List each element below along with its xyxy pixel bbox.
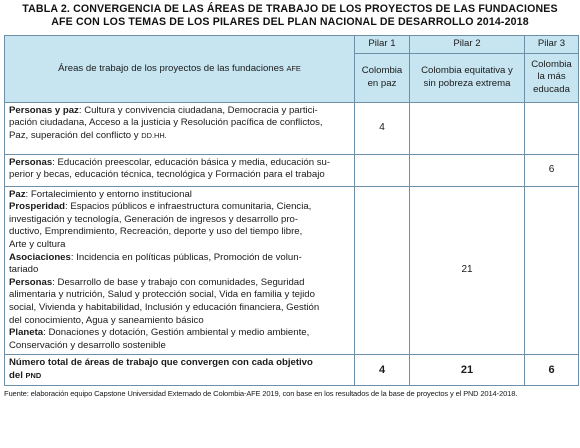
row-3-line-8: : Desarrollo de base y trabajo con comunidades, Seguridad <box>52 276 305 288</box>
row-1-sc: DD.HH. <box>141 130 167 140</box>
total-row <box>5 355 579 386</box>
row-2-pilar-3: 6 <box>525 154 579 186</box>
row-3-line-4: ductivo, Emprendimiento, Recreación, deporte y uso del tiempo libre, <box>9 226 303 238</box>
header-areas-sc: AFE <box>286 63 301 73</box>
row-3-line-1: : Fortalecimiento y entorno institucional <box>25 188 192 200</box>
row-1-pilar-3 <box>525 102 579 154</box>
row-2-pilar-1 <box>355 154 410 186</box>
header-pilar-2: Pilar 2 <box>410 36 525 54</box>
row-3-line-12: : Donaciones y dotación, Gestión ambiental y medio ambiente, <box>43 327 310 339</box>
source-sc-2: PND <box>463 389 479 399</box>
row-1-heading: Personas y paz <box>9 104 79 116</box>
total-pilar-2: 21 <box>410 355 525 386</box>
table-row <box>5 102 579 154</box>
source-text-2: 2019, con base en los resultados de la base de proyectos y el <box>260 389 464 399</box>
row-3-line-7: tariado <box>9 264 39 276</box>
row-1-pilar-1: 4 <box>355 102 410 154</box>
total-label-sc: PND <box>25 370 42 380</box>
header-topic-1: Colombia en paz <box>355 53 410 102</box>
row-3-line-1-bold: Paz <box>9 188 26 200</box>
header-pilar-1: Pilar 1 <box>355 36 410 54</box>
total-label <box>5 355 355 386</box>
row-3-line-6: : Incidencia en políticas públicas, Promoción de volun- <box>70 251 302 263</box>
row-2-pilar-2 <box>410 154 525 186</box>
row-1-text-1: : Cultura y convivencia ciudadana, Democracia y partici- <box>78 104 318 116</box>
row-2-text-2: perior y becas, educación técnica, tecnológica y Formación para el trabajo <box>9 169 325 181</box>
header-areas <box>5 36 355 103</box>
header-areas-label: Áreas de trabajo de los proyectos de las fundaciones <box>58 62 284 74</box>
source-text-3: 2014-2018. <box>478 389 518 399</box>
row-3-pilar-3 <box>525 186 579 355</box>
table-title-line-2: AFE CON LOS TEMAS DE LOS PILARES DEL PLAN NACIONAL DE DESARROLLO 2014-2018 <box>51 16 529 28</box>
row-3-line-2-bold: Prosperidad <box>9 201 65 213</box>
row-3-line-13: Conservación y desarrollo sostenible <box>9 339 166 351</box>
source-text-1: Fuente: elaboración equipo Capstone Universidad Externado de Colombia- <box>4 389 247 399</box>
row-2-text-1: : Educación preescolar, educación básica y media, educación su- <box>52 156 331 168</box>
total-label-line-2: del <box>9 369 23 381</box>
row-3-pilar-1 <box>355 186 410 355</box>
row-1-areas <box>5 102 355 154</box>
row-3-areas <box>5 186 355 355</box>
row-3-line-10: social, Vivienda y habitabilidad, Inclusión y educación financiera, Gestión <box>9 301 320 313</box>
table-title <box>4 3 576 29</box>
row-3-line-12-bold: Planeta <box>9 327 44 339</box>
row-1-text-3: Paz, superación del conflicto y <box>9 129 139 141</box>
total-pilar-3: 6 <box>525 355 579 386</box>
row-3-line-2: : Espacios públicos e infraestructura comunitaria, Ciencia, <box>64 201 312 213</box>
table-row <box>5 186 579 355</box>
row-3-line-11: del conocimiento, Agua y saneamiento básico <box>9 314 204 326</box>
row-3-line-6-bold: Asociaciones <box>9 251 71 263</box>
row-2-heading: Personas <box>9 156 53 168</box>
table-title-line-1: TABLA 2. CONVERGENCIA DE LAS ÁREAS DE TRABAJO DE LOS PROYECTOS DE LAS FUNDACIONES <box>22 3 558 15</box>
header-row-pillars <box>5 36 579 54</box>
source-note <box>4 389 576 399</box>
header-topic-2: Colombia equitativa y sin pobreza extrema <box>410 53 525 102</box>
total-pilar-1: 4 <box>355 355 410 386</box>
row-3-line-9: alimentaria y nutrición, Salud y protección social, Vida en familia y tejido <box>9 289 315 301</box>
convergence-table <box>4 35 579 386</box>
header-topic-3: Colombia la más educada <box>525 53 579 102</box>
total-label-line-1: Número total de áreas de trabajo que convergen con cada objetivo <box>9 357 313 369</box>
row-3-line-3: investigación y tecnología, Generación de ingresos y desarrollo pro- <box>9 213 299 225</box>
row-1-pilar-2 <box>410 102 525 154</box>
table-row <box>5 154 579 186</box>
row-3-line-5: Arte y cultura <box>9 238 66 250</box>
row-3-pilar-2: 21 <box>410 186 525 355</box>
source-sc-1: AFE <box>246 389 261 399</box>
row-2-areas <box>5 154 355 186</box>
row-3-line-8-bold: Personas <box>9 276 53 288</box>
header-pilar-3: Pilar 3 <box>525 36 579 54</box>
row-1-text-2: pación ciudadana, Acceso a la justicia y Resolución pacífica de conflictos, <box>9 117 323 129</box>
